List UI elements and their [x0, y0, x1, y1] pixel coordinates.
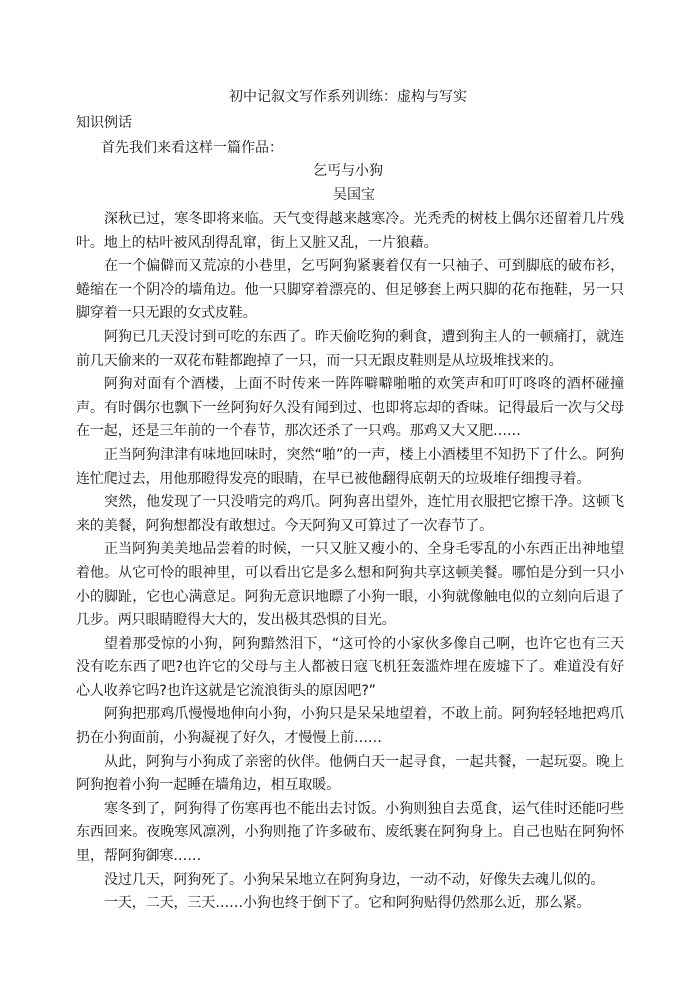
paragraph: 突然，他发现了一只没啃完的鸡爪。阿狗喜出望外，连忙用衣服把它擦干净。这顿飞来的美餐，阿狗想都没有敢想过。今天阿狗又可算过了一次春节了。 [76, 494, 624, 534]
paragraph: 从此，阿狗与小狗成了亲密的伙伴。他俩白天一起寻食，一起共餐，一起玩耍。晚上阿狗抱着小狗一起睡在墙角边，相互取暖。 [76, 753, 624, 794]
intro-text: 首先我们来看这样一篇作品： [101, 140, 283, 156]
paragraph: 正当阿狗美美地品尝着的时候，一只又脏又瘦小的、全身毛零乱的小东西正出神地望着他。从它可怜的眼神里，可以看出它是多么想和阿狗共享这顿美餐。哪怕是分到一只小小的脚趾，它也心满意足。阿狗无意识地瞟了小狗一眼，小狗就像触电似的立刻向后退了几步。两只眼睛瞪得大大的，发出极其恐惧的目光。 [76, 541, 624, 629]
paragraph: 阿狗把那鸡爪慢慢地伸向小狗，小狗只是呆呆地望着，不敢上前。阿狗轻轻地把鸡爪扔在小狗面前，小狗凝视了好久，才慢慢上前…… [76, 706, 624, 747]
paragraph: 在一个偏僻而又荒凉的小巷里，乞丐阿狗紧裹着仅有一只袖子、可到脚底的破布衫，蜷缩在一个阴冷的墙角边。他一只脚穿着漂亮的、但足够套上两只脚的花布拖鞋，另一只脚穿着一只无跟的女式皮鞋。 [76, 258, 624, 322]
document-title: 初中记叙文写作系列训练：虚构与写实 [229, 89, 467, 105]
paragraph: 阿狗对面有个酒楼，上面不时传来一阵阵噼噼啪啪的欢笑声和叮叮咚咚的酒杯碰撞声。有时偶尔也飘下一丝阿狗好久没有闻到过、也即将忘却的香味。记得最后一次与父母在一起，还是三年前的一个春节，那次还杀了一只鸡。那鸡又大又肥…… [76, 376, 624, 440]
story-body [76, 208, 624, 916]
paragraph: 正当阿狗津津有味地回味时，突然“啪”的一声，楼上小酒楼里不知扔下了什么。阿狗连忙爬过去，用他那瞪得发亮的眼睛，在早已被他翻得底朝天的垃圾堆仔细搜寻着。 [76, 446, 624, 487]
story-author: 吴国宝 [333, 187, 375, 203]
paragraph: 深秋已过，寒冬即将来临。天气变得越来越寒冷。光秃秃的树枝上偶尔还留着几片残叶。地上的枯叶被风刮得乱窜，街上又脏又乱，一片狼藉。 [76, 211, 624, 251]
paragraph: 没过几天，阿狗死了。小狗呆呆地立在阿狗身边，一动不动，好像失去魂儿似的。 [104, 871, 605, 888]
section-label: 知识例话 [76, 115, 132, 131]
paragraph: 阿狗已几天没讨到可吃的东西了。昨天偷吃狗的剩食，遭到狗主人的一顿痛打，就连前几天偷来的一双花布鞋都跑掉了一只，而一只无跟皮鞋则是从垃圾堆找来的。 [76, 328, 624, 369]
paragraph: 寒冬到了，阿狗得了伤寒再也不能出去讨饭。小狗则独自去觅食，运气佳时还能叼些东西回来。夜晚寒风凛冽，小狗则拖了许多破布、废纸裹在阿狗身上。自己也贴在阿狗怀里，帮阿狗御寒…… [76, 800, 624, 865]
story-title: 乞丐与小狗 [313, 163, 383, 179]
paragraph: 望着那受惊的小狗，阿狗黯然泪下，“这可怜的小家伙多像自己啊，也许它也有三天没有吃东西了吧?也许它的父母与主人都被日寇飞机狂轰滥炸埋在废墟下了。难道没有好心人收养它吗?也许这就是它流浪街头的原因吧?” [76, 635, 624, 699]
paragraph: 一天，二天，三天……小狗也终于倒下了。它和阿狗贴得仍然那么近，那么紧。 [104, 895, 591, 912]
